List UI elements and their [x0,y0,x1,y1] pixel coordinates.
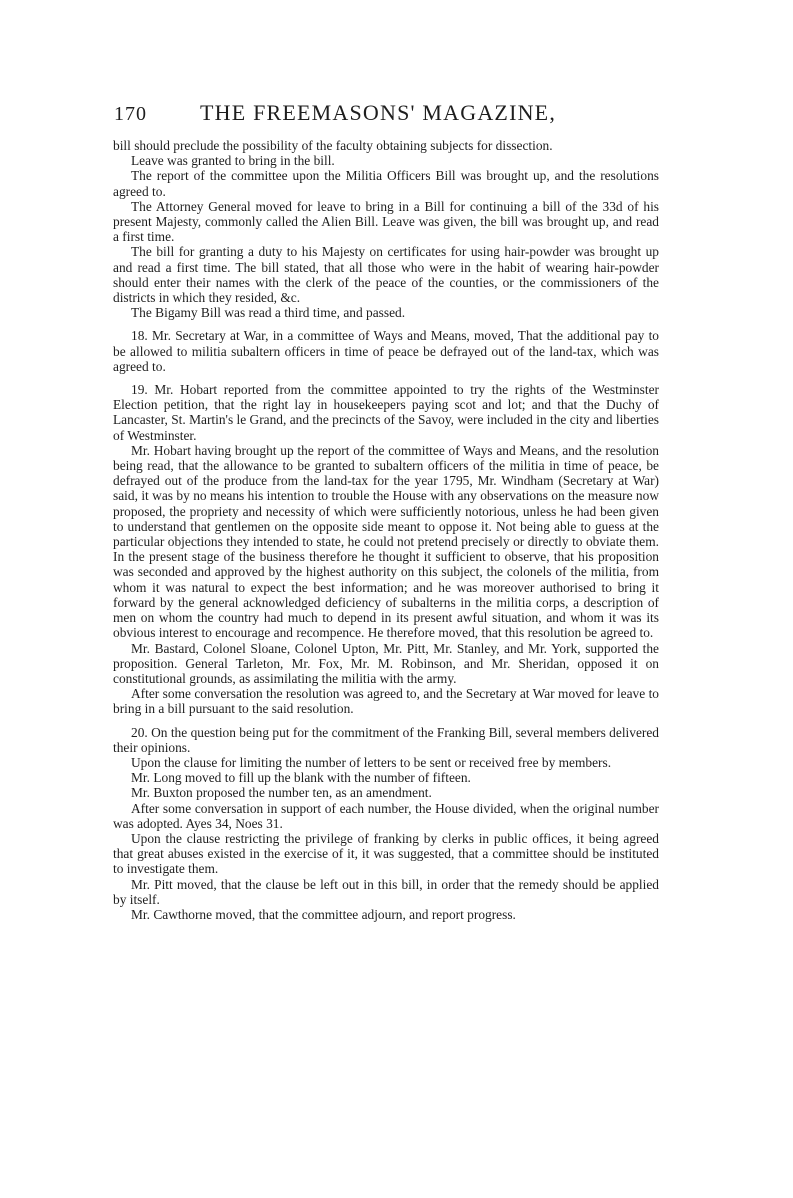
paragraph: Mr. Bastard, Colonel Sloane, Colonel Upton, Mr. Pitt, Mr. Stanley, and Mr. York, supported the proposition. General Tarleton, Mr. Fox, Mr. M. Robinson, and Mr. Sheridan, opposed it on constitutional grounds, as assimilating the militia with the army. [113,640,659,686]
paragraph: The bill for granting a duty to his Majesty on certificates for using hair-powder was brought up and read a first time. The bill stated, that all those who were in the habit of wearing hair-powder should enter their names with the clerk of the peace of the counties, or the commissioners of the districts in which they resided, &c. [113,244,659,306]
paragraph: After some conversation in support of each number, the House divided, when the original number was adopted. Ayes 34, Noes 31. [113,800,659,831]
paragraph: bill should preclude the possibility of the faculty obtaining subjects for dissection. [113,138,553,153]
paragraph: Upon the clause restricting the privilege of franking by clerks in public offices, it being agreed that great abuses existed in the exercise of it, it was suggested, that a committee should be instituted to investigate them. [113,830,659,877]
paragraph: The Bigamy Bill was read a third time, and passed. [131,305,406,321]
paragraph: Mr. Long moved to fill up the blank with the number of fifteen. [131,770,471,786]
page-number: 170 [114,103,147,125]
paragraph: After some conversation the resolution was agreed to, and the Secretary at War moved for leave to bring in a bill pursuant to the said resolution. [113,686,659,717]
paragraph: Mr. Hobart having brought up the report of the committee of Ways and Means, and the resolution being read, that the allowance to be granted to subaltern officers of the militia in time of peace, be defrayed out of the produce from the land-tax for the year 1795, Mr. Windham (Secretary at War) said, it was by no means his intention to trouble the House with any observations on the measure now proposed, the propriety and necessity of which were sufficiently notorious, unless he had been given to understand that gentlemen on the opposite side meant to oppose it. Not being able to guess at the particular objections they intended to state, he could not pretend precisely or directly to obviate them. In the present stage of the business therefore he thought it sufficient to observe, that his proposition was seconded and approved by the highest authority on this subject, the colonels of the militia, from whom it was natural to expect the best information; and he was moreover authorised to bring it forward by the general acknowledged deficiency of subalterns in the militia corps, a description of men on whom the country had much to depend in its present awful situation, and whom it was its obvious interest to encourage and recompence. He therefore moved, that this resolution be agreed to. [113,442,659,641]
article-body [113,138,659,922]
paragraph: 19. Mr. Hobart reported from the committee appointed to try the rights of the Westminster Election petition, that the right lay in housekeepers paying scot and lot; and that the Duchy of Lancaster, St. Martin's le Grand, and the precincts of the Savoy, were included in the city and liberties of Westminster. [113,382,659,443]
running-head-title: THE FREEMASONS' MAGAZINE, [200,100,557,125]
paragraph: 20. On the question being put for the commitment of the Franking Bill, several members delivered their opinions. [113,724,659,755]
paragraph: Mr. Cawthorne moved, that the committee adjourn, and report progress. [131,906,516,922]
paragraph: Mr. Buxton proposed the number ten, as an amendment. [131,785,432,801]
paragraph: Upon the clause for limiting the number of letters to be sent or received free by members. [131,754,612,770]
paragraph: The Attorney General moved for leave to bring in a Bill for continuing a bill of the 33d of his present Majesty, commonly called the Alien Bill. Leave was given, the bill was brought up, and read a first time. [113,198,659,245]
paragraph: Leave was granted to bring in the bill. [131,153,335,169]
paragraph: 18. Mr. Secretary at War, in a committee of Ways and Means, moved, That the additional pay to be allowed to militia subaltern officers in time of peace be defrayed out of the land-tax, which was agreed to. [113,328,659,374]
paragraph: The report of the committee upon the Militia Officers Bill was brought up, and the resolutions agreed to. [113,168,659,199]
page-header [114,100,674,130]
paragraph: Mr. Pitt moved, that the clause be left out in this bill, in order that the remedy should be applied by itself. [113,876,659,907]
